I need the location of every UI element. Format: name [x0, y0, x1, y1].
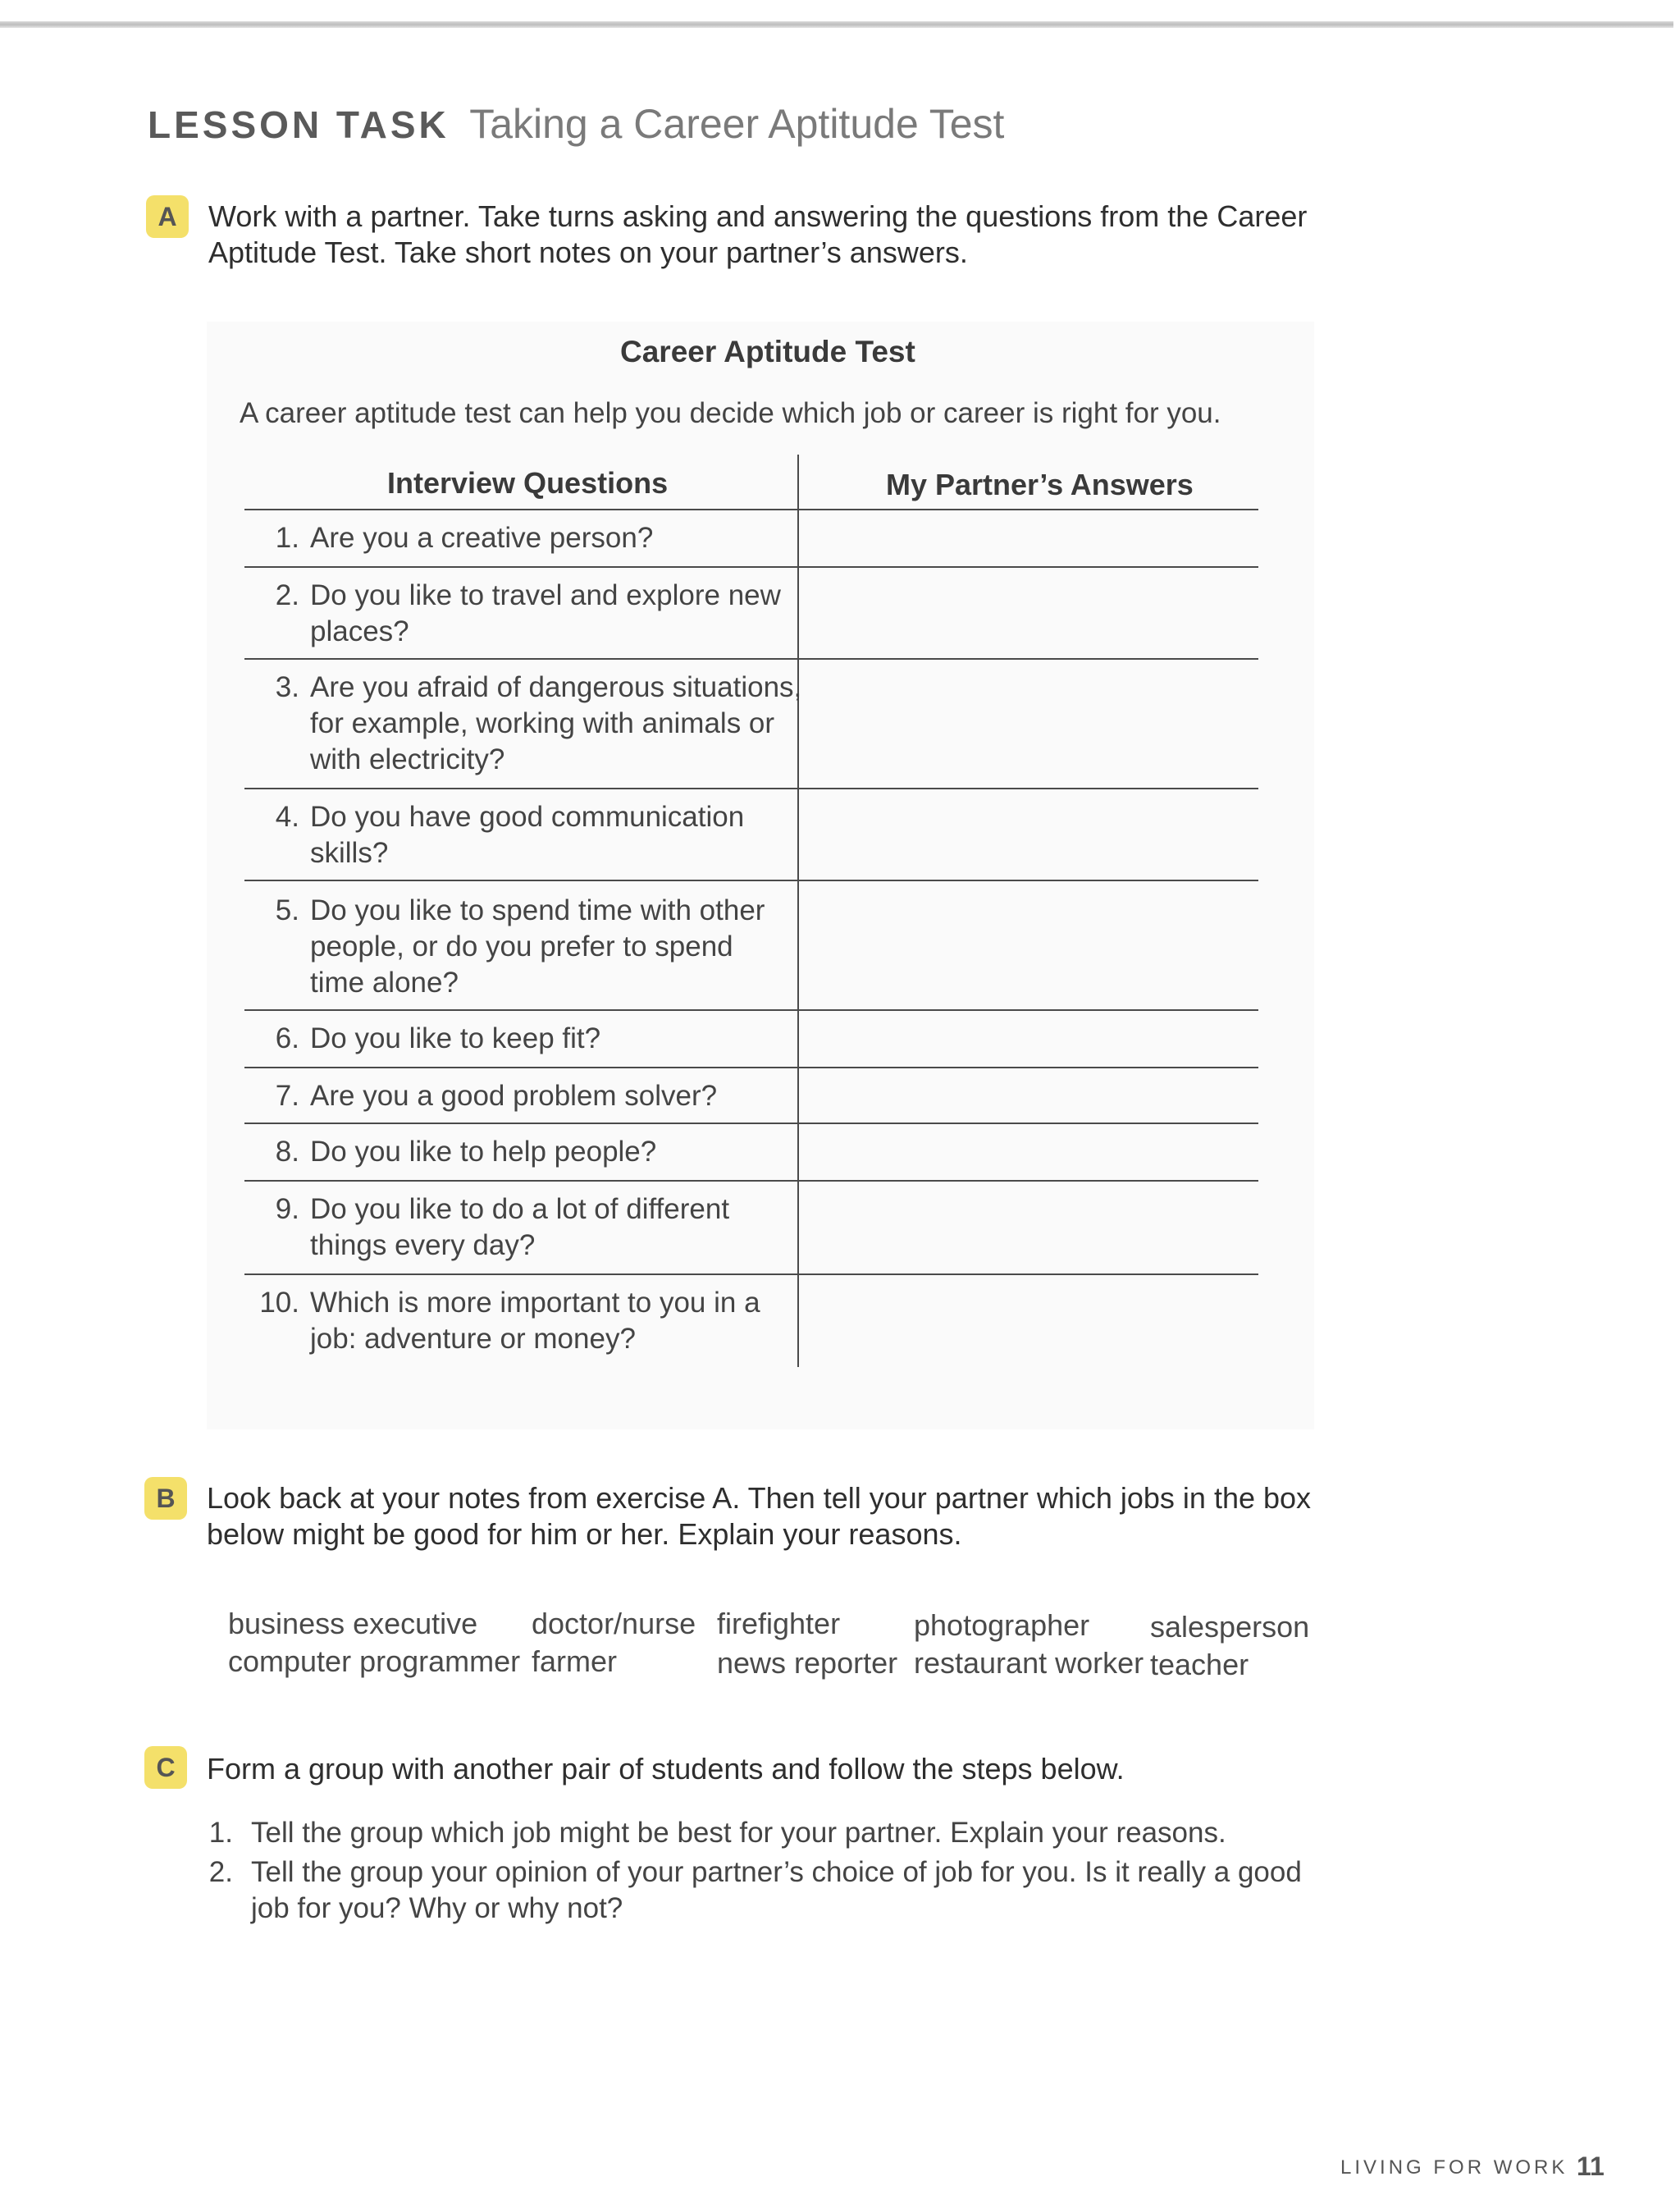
question-number: 5.	[275, 894, 299, 926]
question-line: job: adventure or money?	[310, 1323, 636, 1355]
question-line: Are you a creative person?	[310, 522, 654, 554]
question-text	[310, 1285, 802, 1357]
question-line: time alone?	[310, 967, 459, 999]
step-line: job for you? Why or why not?	[251, 1892, 623, 1924]
step-text	[251, 1854, 1350, 1927]
question-line: Do you have good communication	[310, 801, 745, 833]
table-row-rule	[244, 788, 1258, 789]
question-line: Which is more important to you in a	[310, 1287, 760, 1319]
section-a-instruction-line1: Work with a partner. Take turns asking and answering the questions from the Career	[208, 199, 1308, 233]
question-number: 2.	[275, 579, 299, 611]
question-text	[310, 893, 802, 1001]
question-number: 10.	[259, 1287, 299, 1319]
job-item: salesperson	[1150, 1610, 1310, 1644]
table-row-rule	[244, 1273, 1258, 1275]
question-number: 4.	[275, 801, 299, 833]
column-header-questions: Interview Questions	[387, 466, 669, 500]
question-text	[310, 799, 802, 871]
step-number: 1.	[208, 1817, 233, 1849]
table-row-rule	[244, 1123, 1258, 1124]
question-text	[310, 520, 802, 556]
question-line: skills?	[310, 837, 389, 869]
step-number: 2.	[208, 1856, 233, 1888]
question-text	[310, 1078, 802, 1114]
question-line: places?	[310, 615, 409, 647]
question-text	[310, 578, 802, 650]
step-line: Tell the group your opinion of your partner’s choice of job for you. Is it really a good	[251, 1856, 1302, 1888]
question-number: 7.	[275, 1080, 299, 1112]
section-b-instruction-line2: below might be good for him or her. Explain your reasons.	[207, 1517, 962, 1551]
step-text	[251, 1815, 1350, 1851]
job-item: firefighter	[717, 1607, 841, 1640]
question-line: Do you like to travel and explore new	[310, 579, 781, 611]
section-a-badge: A	[146, 195, 189, 238]
question-line: Do you like to do a lot of different	[310, 1193, 730, 1225]
job-item: computer programmer	[228, 1644, 521, 1678]
question-number: 1.	[275, 522, 299, 554]
job-item: restaurant worker	[914, 1646, 1144, 1680]
question-text	[310, 1021, 802, 1057]
question-number: 8.	[275, 1136, 299, 1168]
table-row-rule	[244, 1180, 1258, 1182]
section-c-instruction: Form a group with another pair of students and follow the steps below.	[207, 1752, 1125, 1786]
job-item: teacher	[1150, 1648, 1249, 1681]
table-row-rule	[244, 880, 1258, 881]
job-item: farmer	[532, 1644, 618, 1678]
table-row-rule	[244, 1067, 1258, 1068]
question-text	[310, 670, 802, 778]
question-number: 9.	[275, 1193, 299, 1225]
table-row-rule	[244, 566, 1258, 568]
question-line: things every day?	[310, 1229, 536, 1261]
table-row-rule	[244, 658, 1258, 660]
section-b-badge: B	[144, 1477, 187, 1520]
question-line: Do you like to keep fit?	[310, 1022, 601, 1054]
question-line: Do you like to spend time with other	[310, 894, 765, 926]
question-number: 3.	[275, 671, 299, 703]
question-line: Are you a good problem solver?	[310, 1080, 718, 1112]
test-intro: A career aptitude test can help you decide which job or career is right for you.	[240, 397, 1221, 429]
question-text	[310, 1134, 802, 1170]
test-title: Career Aptitude Test	[620, 335, 915, 368]
section-a-instruction-line2: Aptitude Test. Take short notes on your partner’s answers.	[208, 235, 968, 269]
lesson-heading	[148, 100, 1004, 148]
lesson-task-title: Taking a Career Aptitude Test	[469, 101, 1005, 147]
scan-edge	[0, 21, 1673, 28]
question-line: Are you afraid of dangerous situations,	[310, 671, 802, 703]
section-b-instruction-line1: Look back at your notes from exercise A. Then tell your partner which jobs in the box	[207, 1481, 1312, 1515]
question-line: for example, working with animals or	[310, 707, 775, 739]
footer-unit-title: LIVING FOR WORK	[1340, 2156, 1568, 2179]
step-line: Tell the group which job might be best for your partner. Explain your reasons.	[251, 1817, 1226, 1849]
question-number: 6.	[275, 1022, 299, 1054]
table-row-rule	[244, 1009, 1258, 1011]
page-number: 11	[1577, 2151, 1605, 2181]
question-line: people, or do you prefer to spend	[310, 931, 733, 963]
question-line: with electricity?	[310, 743, 505, 775]
lesson-task-label: LESSON TASK	[148, 103, 450, 146]
job-item: doctor/nurse	[532, 1607, 696, 1640]
table-header-rule	[244, 509, 1258, 510]
column-header-answers: My Partner’s Answers	[886, 468, 1194, 501]
question-text	[310, 1191, 802, 1264]
job-item: business executive	[228, 1607, 478, 1640]
job-item: news reporter	[717, 1646, 898, 1680]
job-item: photographer	[914, 1608, 1090, 1642]
question-line: Do you like to help people?	[310, 1136, 657, 1168]
section-c-badge: C	[144, 1746, 187, 1789]
